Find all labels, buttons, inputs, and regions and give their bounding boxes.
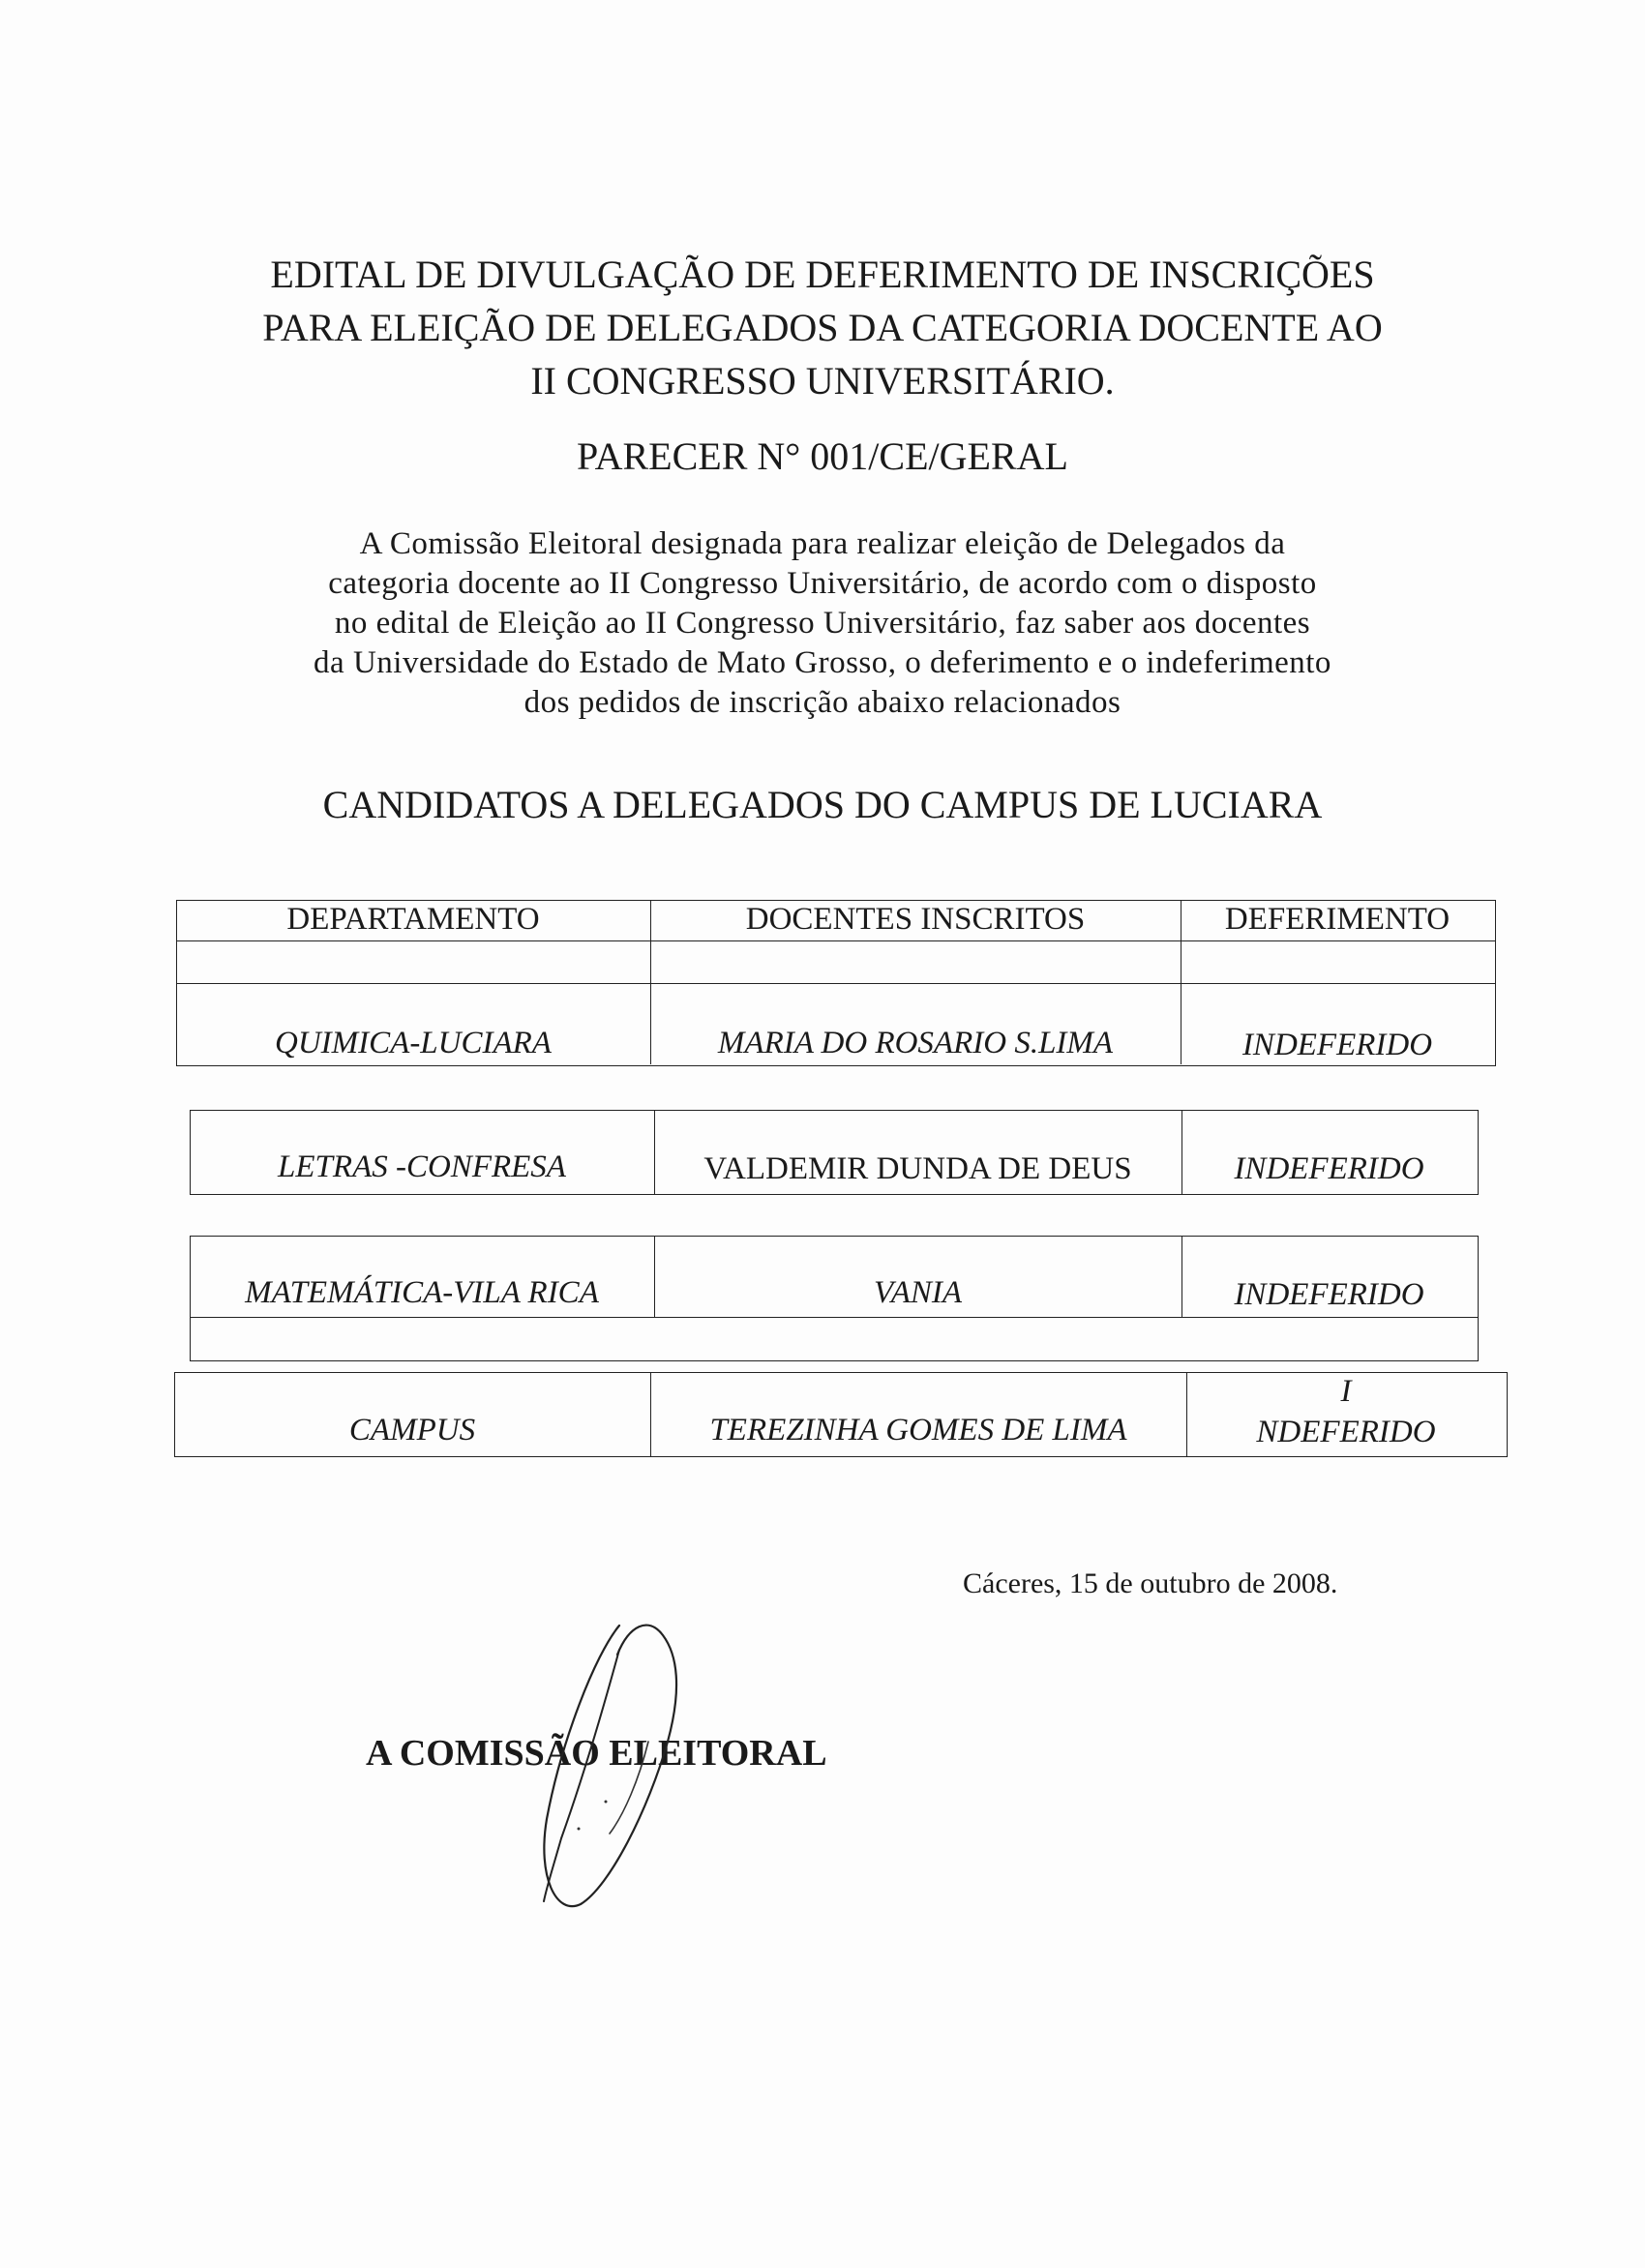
table-row-4-deferimento-line2: NDEFERIDO	[1256, 1415, 1436, 1449]
column-header-departamento: DEPARTAMENTO	[286, 902, 540, 937]
intro-line-5: dos pedidos de inscrição abaixo relacionados	[523, 685, 1122, 720]
title-line-2: PARA ELEIÇÃO DE DELEGADOS DA CATEGORIA DOCENTE AO	[262, 306, 1383, 349]
table-row-4-deferimento-line1: I	[1340, 1374, 1352, 1409]
intro-line-4: da Universidade do Estado de Mato Grosso, o deferimento e o indeferimento	[314, 645, 1331, 680]
table-row-2-deferimento: INDEFERIDO	[1234, 1151, 1424, 1186]
table-row-2-departamento: LETRAS -CONFRESA	[278, 1149, 566, 1184]
handwritten-signature	[503, 1597, 716, 1925]
table-row-3-departamento: MATEMÁTICA-VILA RICA	[245, 1275, 599, 1310]
intro-line-1: A Comissão Eleitoral designada para realizar eleição de Delegados da	[359, 526, 1286, 561]
title-line-1: EDITAL DE DIVULGAÇÃO DE DEFERIMENTO DE INSCRIÇÕES	[270, 253, 1375, 296]
table-row-3-deferimento: INDEFERIDO	[1234, 1277, 1424, 1312]
table-row-1-departamento: QUIMICA-LUCIARA	[275, 1026, 552, 1060]
table-row-4-departamento: CAMPUS	[348, 1413, 476, 1447]
intro-line-3: no edital de Eleição ao II Congresso Universitário, faz saber aos docentes	[334, 606, 1311, 641]
table-rule	[190, 1317, 1479, 1318]
parecer-number: PARECER N° 001/CE/GERAL	[577, 434, 1068, 478]
place-date: Cáceres, 15 de outubro de 2008.	[963, 1567, 1338, 1599]
title-line-3: II CONGRESSO UNIVERSITÁRIO.	[530, 359, 1115, 403]
table-rule	[176, 940, 1496, 941]
signature-caption: A COMISSÃO ELEITORAL	[366, 1733, 827, 1774]
table-row-2-docente: VALDEMIR DUNDA DE DEUS	[703, 1151, 1132, 1186]
intro-paragraph	[174, 524, 1471, 723]
intro-line-2: categoria docente ao II Congresso Universitário, de acordo com o disposto	[328, 566, 1317, 601]
table-row-3-docente: VANIA	[873, 1275, 963, 1310]
table-rule	[176, 983, 1496, 984]
section-title: CANDIDATOS A DELEGADOS DO CAMPUS DE LUCIARA	[322, 783, 1323, 826]
table-row-4-docente: TEREZINHA GOMES DE LIMA	[709, 1413, 1127, 1447]
table-row-1-deferimento: INDEFERIDO	[1241, 1028, 1433, 1062]
column-header-docentes: DOCENTES INSCRITOS	[745, 902, 1086, 937]
table-row-1-docente: MARIA DO ROSARIO S.LIMA	[717, 1026, 1114, 1060]
document-title	[194, 248, 1451, 407]
column-header-deferimento: DEFERIMENTO	[1224, 902, 1451, 937]
